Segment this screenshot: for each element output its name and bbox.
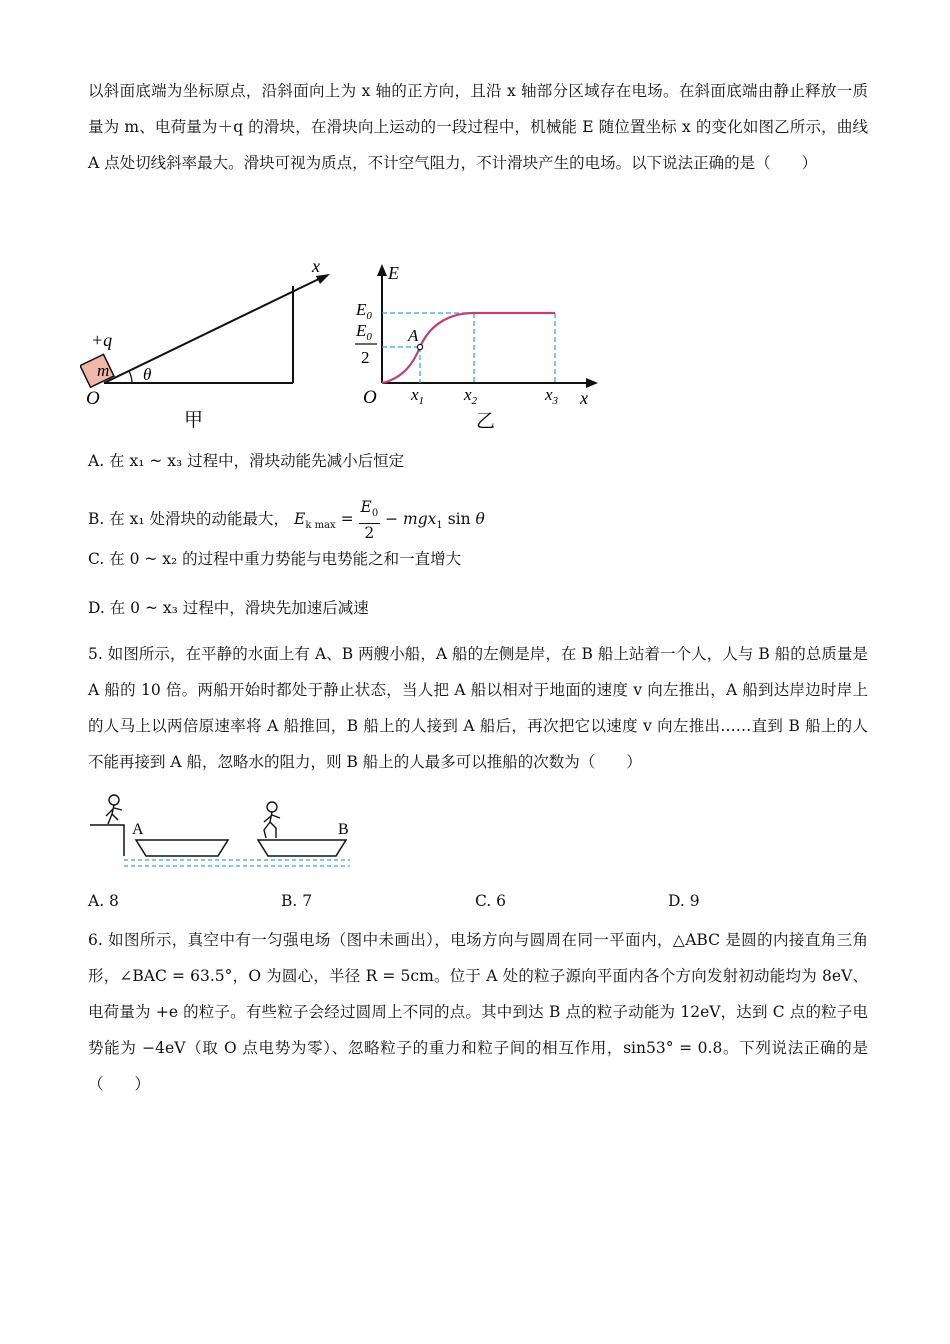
origin-label: O [86,388,100,409]
tick-half-e0-numer: $E_0$ [356,321,372,343]
q4-option-d[interactable]: D. 在 0 ~ x₃ 过程中，滑块先加速后减速 [88,599,369,617]
y-axis-arrowhead [377,264,387,276]
figure-jia-incline [80,258,340,433]
tick-e0: $E_0$ [356,300,372,322]
figure-boats [88,790,358,875]
tick-x3: $x_3$ [545,385,559,407]
y-axis-label: E [388,263,399,283]
charge-label: +q [91,330,113,350]
caption-jia: 甲 [184,410,204,431]
origin-label: O [363,387,377,408]
q4-option-c[interactable]: C. 在 0 ~ x₂ 的过程中重力势能与电势能之和一直增大 [88,550,462,568]
point-a-label: A [408,326,419,345]
tick-x2: $x_2$ [464,385,478,407]
q4-option-b-formula: $E_{k max}$ = $\frac{E_0}{2}$ − mgx$_1$ sin θ [294,498,485,543]
q5-stem: 5. 如图所示，在平静的水面上有 A、B 两艘小船，A 船的左侧是岸，在 B 船上站着一个人，人与 B 船的总质量是 A 船的 10 倍。两船开始时都处于静止状态，当人把 A 船以相对于地面的速度 v 向左推出，A 船到达岸边时岸上的人马上以两倍原速率将 A 船推回，B 船上的人接到 A 船后，再次把它以速度 v 向左推出……直到 B 船上的人不能再接到 A 船，忽略水的阻力，则 B 船上的人最多可以推船的次数为（ ） [88,645,868,771]
angle-label: θ [143,365,152,384]
q5-option-d[interactable]: D. 9 [668,892,700,910]
mass-label: m [97,361,110,380]
figure-yi-graph [352,262,602,434]
caption-yi: 乙 [476,411,496,432]
tick-x1: $x_1$ [411,385,425,407]
tick-half-e0-denom: 2 [361,348,370,367]
point-a-marker [417,344,422,349]
boat-a [136,840,228,856]
shore [90,825,124,856]
angle-arc [129,371,132,383]
q6-stem: 6. 如图所示，真空中有一匀强电场（图中未画出），电场方向与圆周在同一平面内，△ABC 是圆的内接直角三角形，∠BAC = 63.5°，O 为圆心，半径 R = 5cm。位于 A 处的粒子源向平面内各个方向发射初动能均为 8eV、电荷量为 +e 的粒子。有些粒子会经过圆周上不同的点。其中到达 B 点的粒子动能为 12eV，达到 C 点的粒子电势能为 −4eV（取 O 点电势为零）、忽略粒子的重力和粒子间的相互作用，sin53° = 0.8。下列说法正确的是（ ） [88,931,868,1093]
boat-a-label: A [132,821,144,838]
q5-option-a[interactable]: A. 8 [88,892,119,910]
q5-option-b[interactable]: B. 7 [281,892,313,910]
x-axis-arrowhead [586,378,598,388]
boat-person [264,802,280,838]
q4-option-a[interactable]: A. 在 x₁ ~ x₃ 过程中，滑块动能先减小后恒定 [88,452,405,470]
x-axis-label: x [312,258,320,276]
boat-b-label: B [338,821,349,838]
incline-slope [104,276,325,383]
boat-b [258,840,346,856]
q4-option-b-text: B. 在 x₁ 处滑块的动能最大， [88,510,290,529]
q4-stem: 以斜面底端为坐标原点，沿斜面向上为 x 轴的正方向，且沿 x 轴部分区域存在电场。在斜面底端由静止释放一质量为 m、电荷量为＋q 的滑块，在滑块向上运动的一段过程中，机械能 E 随位置坐标 x 的变化如图乙所示，曲线 A 点处切线斜率最大。滑块可视为质点，不计空气阻力，不计滑块产生的电场。以下说法正确的是（ ） [88,82,868,172]
q5-option-c[interactable]: C. 6 [475,892,507,910]
shore-person [106,795,122,824]
x-axis-label: x [580,388,588,408]
q4-option-b[interactable] [88,498,485,542]
energy-curve [382,313,555,383]
